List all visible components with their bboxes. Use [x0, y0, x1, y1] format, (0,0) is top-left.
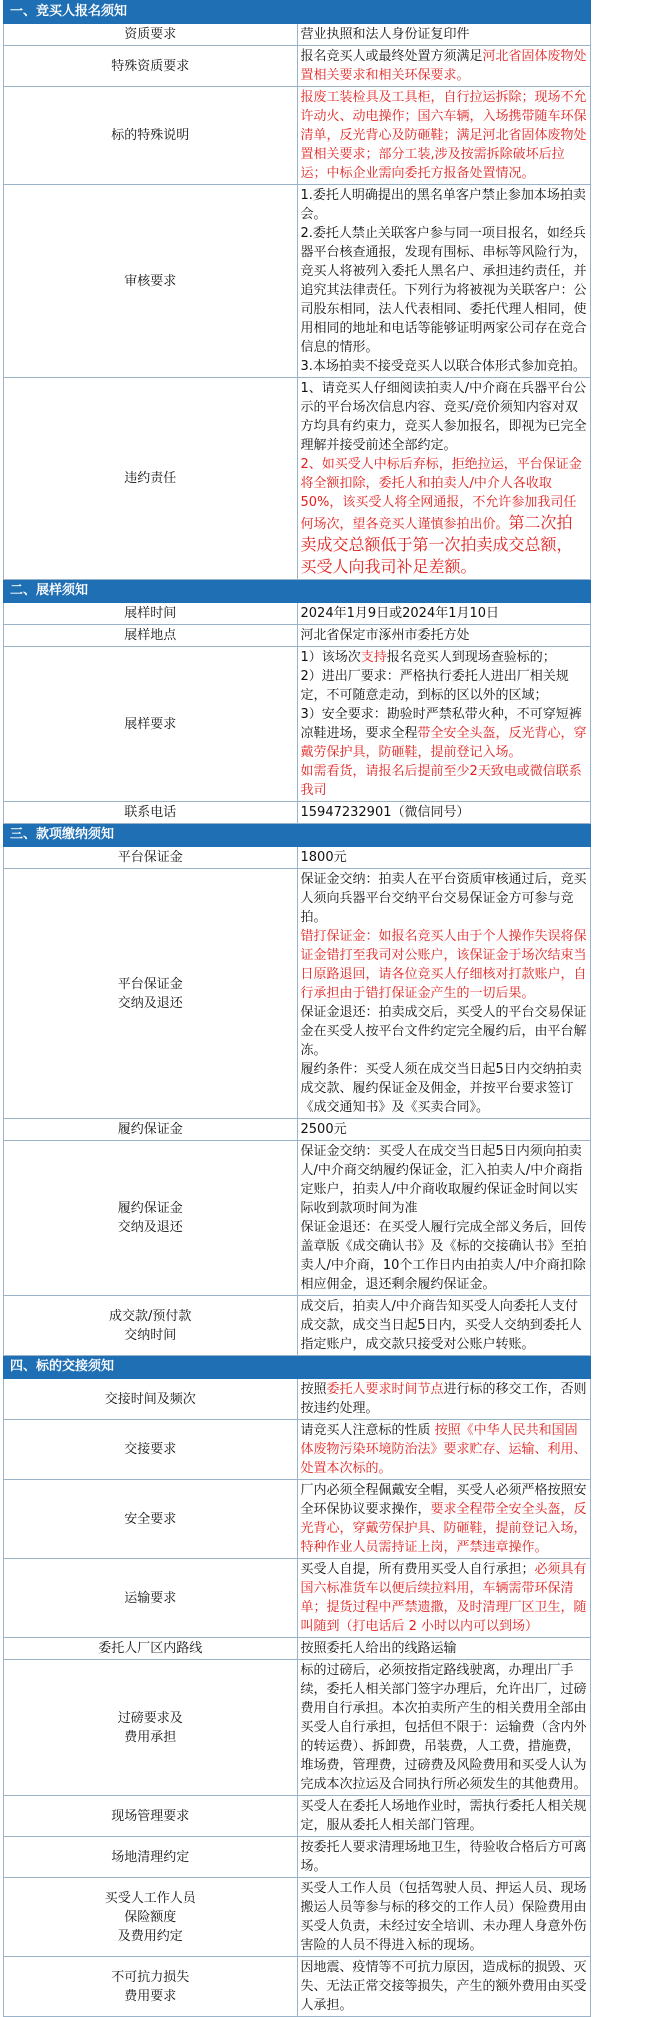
highlight-text: 支持 [360, 650, 387, 665]
text-segment: 3.本场拍卖不接受竞买人以联合体形式参加竞拍。 [300, 359, 586, 374]
row-paragraph [301, 848, 588, 867]
highlight-text: 要求全程带全安全头盔，反光背心，穿戴劳保护具、防砸鞋，提前登记入场，特种作业人员需持证上岗，严禁违章操作。 [300, 1502, 587, 1555]
notice-table [3, 0, 591, 2017]
row-value [297, 1296, 591, 1356]
text-segment: 进行标的移交工作，否则按违约处理。 [300, 1382, 587, 1416]
row-value [297, 1660, 591, 1796]
highlight-text: 第二次拍卖成交总额低于第一次拍卖成交总额，买受人向我司补足差额。 [300, 513, 573, 576]
text-segment: 标的过磅后，必须按指定路线驶离，办理出厂手续，委托人相关部门签字办理后，允许出厂，过磅费用自行承担。本次拍卖所产生的相关费用全部由买受人自行承担，包括但不限于：运输费（含内外的转运费）、拆卸费，吊装费，人工费，措施费，堆场费，管理费，过磅费及风险费用和买受人认为完成本次拉运及合同执行所必须发生的其他费用。 [300, 1663, 587, 1792]
row-value [297, 1559, 591, 1638]
row-label: 特殊资质要求 [4, 46, 298, 87]
row-paragraph [301, 1380, 588, 1418]
row-label: 违约责任 [4, 378, 298, 580]
highlight-text: 带全安全头盔，反光背心，穿戴劳保护具，防砸鞋，提前登记入场。 [300, 726, 587, 760]
text-segment: 成交后，拍卖人/中介商告知买受人向委托人支付成交款，成交当日起5日内，买受人交纳到委托人指定账户，成交款只接受对公账户转账。 [300, 1299, 582, 1352]
table-row [4, 1660, 591, 1796]
text-segment: 2）进出厂要求：严格执行委托人进出厂相关规定，不可随意走动，到标的区以外的区域； [300, 669, 569, 703]
text-segment: 2500元 [300, 1122, 347, 1137]
row-label: 交接要求 [4, 1420, 298, 1480]
table-row [4, 625, 591, 647]
row-value [297, 1638, 591, 1660]
table-row [4, 1296, 591, 1356]
row-paragraph [301, 1060, 588, 1117]
row-value [297, 603, 591, 625]
table-row [4, 24, 591, 46]
row-label: 不可抗力损失 费用要求 [4, 1957, 298, 2017]
section-title: 四、标的交接须知 [4, 1356, 591, 1379]
row-label: 安全要求 [4, 1480, 298, 1559]
table-row [4, 1878, 591, 1957]
row-value [297, 1480, 591, 1559]
text-segment: 买受人工作人员（包括驾驶人员、押运人员、现场搬运人员等参与标的移交的工作人员）保险费用由买受人负责，未经过安全培训、未办理人身意外伤害险的人员不得进入标的现场。 [300, 1881, 587, 1953]
row-paragraph [301, 224, 588, 357]
row-paragraph [301, 1481, 588, 1557]
row-value [297, 1878, 591, 1957]
row-value [297, 625, 591, 647]
row-paragraph [301, 1958, 588, 2015]
row-paragraph [301, 357, 588, 376]
row-label: 现场管理要求 [4, 1796, 298, 1837]
row-paragraph [301, 1218, 588, 1294]
text-segment: 按委托人要求清理场地卫生，待验收合格后方可离场。 [300, 1840, 587, 1874]
table-row [4, 1559, 591, 1638]
row-label: 资质要求 [4, 24, 298, 46]
row-value [297, 802, 591, 824]
text-segment: 营业执照和法人身份证复印件 [300, 27, 470, 42]
row-paragraph [301, 379, 588, 455]
row-value [297, 185, 591, 378]
text-segment: 请竞买人注意标的性质 [300, 1423, 435, 1438]
text-segment: 按照 [300, 1382, 327, 1397]
highlight-text: 如需看货，请报名后提前至少2天致电或微信联系我司 [300, 764, 582, 798]
section-header-row [4, 824, 591, 847]
row-label: 过磅要求及 费用承担 [4, 1660, 298, 1796]
row-value [297, 1957, 591, 2017]
row-paragraph [301, 25, 588, 44]
row-paragraph [301, 705, 588, 762]
text-segment: 2.委托人禁止关联客户参与同一项目报名，如经兵器平台核查通报，发现有围标、串标等风险行为，竞买人将被列入委托人黑名户、承担违约责任，并追究其法律责任。下列行为将被视为关联客户：公司股东相同，法人代表相同、委托代理人相同，使用相同的地址和电话等能够证明两家公司存在竞合信息的情形。 [300, 226, 587, 355]
table-row [4, 1141, 591, 1296]
text-segment: 保证金退还：拍卖成交后，买受人的平台交易保证金在买受人按平台文件约定完全履约后，由平台解冻。 [300, 1005, 587, 1058]
row-value [297, 1837, 591, 1878]
text-segment: 保证金交纳：买受人在成交当日起5日内须向拍卖人/中介商交纳履约保证金，汇入拍卖人/中介商指定账户，拍卖人/中介商收取履约保证金时间以实际收到款项时间为准 [300, 1144, 583, 1216]
highlight-text: 报废工装检具及工具柜，自行拉运拆除；现场不允许动火、动电操作；国六车辆，入场携带随车环保清单，反光背心及防砸鞋；满足河北省固体废物处置相关要求；部分工装,涉及按需拆除破坏后拉运；中标企业需向委托方报备处置情况。 [300, 90, 587, 181]
row-paragraph [301, 927, 588, 1003]
row-paragraph [301, 1838, 588, 1876]
text-segment: 1）该场次 [300, 650, 361, 665]
row-value [297, 1796, 591, 1837]
table-row [4, 1480, 591, 1559]
table-row [4, 1119, 591, 1141]
section-header-row [4, 1356, 591, 1379]
row-paragraph [301, 762, 588, 800]
section-title: 三、款项缴纳须知 [4, 824, 591, 847]
table-row [4, 1638, 591, 1660]
table-row [4, 185, 591, 378]
text-segment: 保证金交纳：拍卖人在平台资质审核通过后，竞买人须向兵器平台交纳平台交易保证金方可参与竞拍。 [300, 872, 587, 925]
row-label: 展样时间 [4, 603, 298, 625]
table-row [4, 1420, 591, 1480]
table-row [4, 1837, 591, 1878]
text-segment: 按照委托人给出的线路运输 [300, 1641, 457, 1656]
table-row [4, 603, 591, 625]
row-paragraph [301, 455, 588, 578]
row-paragraph [301, 667, 588, 705]
row-value [297, 1141, 591, 1296]
section-header-row [4, 1, 591, 24]
row-label: 运输要求 [4, 1559, 298, 1638]
row-label: 联系电话 [4, 802, 298, 824]
row-label: 委托人厂区内路线 [4, 1638, 298, 1660]
row-paragraph [301, 1297, 588, 1354]
row-paragraph [301, 1142, 588, 1218]
text-segment: 厂内必须全程佩戴安全帽，买受人必须严格按照安全环保协议要求操作， [300, 1483, 587, 1517]
row-value [297, 1379, 591, 1420]
highlight-text: 河北省固体废物处置相关要求和相关环保要求。 [300, 49, 587, 83]
row-label: 审核要求 [4, 185, 298, 378]
row-paragraph [301, 1003, 588, 1060]
highlight-text: 按照《中华人民共和国固体废物污染环境防治法》要求贮存、运输、利用、处置本次标的。 [300, 1423, 587, 1476]
row-value [297, 1119, 591, 1141]
table-row [4, 378, 591, 580]
table-row [4, 87, 591, 185]
text-segment: 买受人在委托人场地作业时，需执行委托人相关规定，服从委托人相关部门管理。 [300, 1799, 587, 1833]
row-label: 展样地点 [4, 625, 298, 647]
row-paragraph [301, 1421, 588, 1478]
text-segment: 河北省保定市涿州市委托方处 [300, 628, 470, 643]
row-paragraph [301, 1560, 588, 1636]
text-segment: 买受人自提，所有费用买受人自行承担； [300, 1562, 535, 1577]
row-paragraph [301, 648, 588, 667]
row-value [297, 378, 591, 580]
row-paragraph [301, 1797, 588, 1835]
row-paragraph [301, 47, 588, 85]
row-paragraph [301, 803, 588, 822]
row-label: 展样要求 [4, 647, 298, 802]
row-label: 履约保证金 交纳及退还 [4, 1141, 298, 1296]
section-title: 二、展样须知 [4, 580, 591, 603]
row-paragraph [301, 186, 588, 224]
row-label: 买受人工作人员 保险额度 及费用约定 [4, 1878, 298, 1957]
table-row [4, 1796, 591, 1837]
section-header-row [4, 580, 591, 603]
row-paragraph [301, 88, 588, 183]
row-label: 交接时间及频次 [4, 1379, 298, 1420]
table-row [4, 869, 591, 1119]
row-value [297, 847, 591, 869]
row-label: 成交款/预付款 交纳时间 [4, 1296, 298, 1356]
row-value [297, 24, 591, 46]
table-row [4, 847, 591, 869]
row-label: 平台保证金 [4, 847, 298, 869]
text-segment: 1、请竞买人仔细阅读拍卖人/中介商在兵器平台公示的平台场次信息内容、竞买/竞价须知内容对双方均具有约束力，竞买人参加报名，即视为已完全理解并接受前述全部约定。 [300, 381, 587, 453]
highlight-text: 2、如买受人中标后弃标，拒绝拉运，平台保证金将全额扣除，委托人和拍卖人/中介人各收取50%，该买受人将全网通报，不允许参加我司任何场次，望各竞买人谨慎参拍出价。 [300, 457, 582, 532]
section-title: 一、竞买人报名须知 [4, 1, 591, 24]
text-segment: 1800元 [300, 850, 347, 865]
row-value [297, 1420, 591, 1480]
text-segment: 报名竞买人或最终处置方须满足 [300, 49, 483, 64]
row-paragraph [301, 870, 588, 927]
text-segment: 保证金退还：在买受人履行完成全部义务后，回传盖章版《成交确认书》及《标的交接确认书》至拍卖人/中介商，10个工作日内由拍卖人/中介商扣除相应佣金，退还剩余履约保证金。 [300, 1220, 587, 1292]
highlight-text: 错打保证金：如报名竞买人由于个人操作失误将保证金错打至我司对公账户，该保证金于场次结束当日原路退回，请各位竞买人仔细核对打款账户，自行承担由于错打保证金产生的一切后果。 [300, 929, 587, 1001]
text-segment: 2024年1月9日或2024年1月10日 [300, 606, 500, 621]
text-segment: 1.委托人明确提出的黑名单客户禁止参加本场拍卖会。 [300, 188, 586, 222]
row-value [297, 869, 591, 1119]
text-segment: 因地震、疫情等不可抗力原因，造成标的损毁、灭失、无法正常交接等损失，产生的额外费用由买受人承担。 [300, 1960, 587, 2013]
highlight-text: 必须具有国六标准货车以便后续拉料用，车辆需带环保清单；提货过程中严禁遗撒，及时清理厂区卫生，随叫随到（打电话后 2 小时以内可以到场） [300, 1562, 587, 1634]
row-paragraph [301, 626, 588, 645]
text-segment: 3）安全要求：勘验时严禁私带火种，不可穿短裤凉鞋进场，要求全程 [300, 707, 582, 741]
row-paragraph [301, 1639, 588, 1658]
row-value [297, 87, 591, 185]
row-value [297, 46, 591, 87]
text-segment: 报名竞买人到现场查验标的； [386, 650, 556, 665]
table-row [4, 802, 591, 824]
highlight-text: 委托人要求时间节点 [326, 1382, 444, 1397]
text-segment: 15947232901（微信同号） [300, 805, 470, 820]
row-label: 平台保证金 交纳及退还 [4, 869, 298, 1119]
row-paragraph [301, 1879, 588, 1955]
table-row [4, 1957, 591, 2017]
row-paragraph [301, 1120, 588, 1139]
table-row [4, 647, 591, 802]
row-label: 标的特殊说明 [4, 87, 298, 185]
table-row [4, 1379, 591, 1420]
table-row [4, 46, 591, 87]
row-paragraph [301, 604, 588, 623]
row-label: 履约保证金 [4, 1119, 298, 1141]
row-value [297, 647, 591, 802]
row-paragraph [301, 1661, 588, 1794]
row-label: 场地清理约定 [4, 1837, 298, 1878]
text-segment: 履约条件：买受人须在成交当日起5日内交纳拍卖成交款、履约保证金及佣金，并按平台要求签订《成交通知书》及《买卖合同》。 [300, 1062, 582, 1115]
